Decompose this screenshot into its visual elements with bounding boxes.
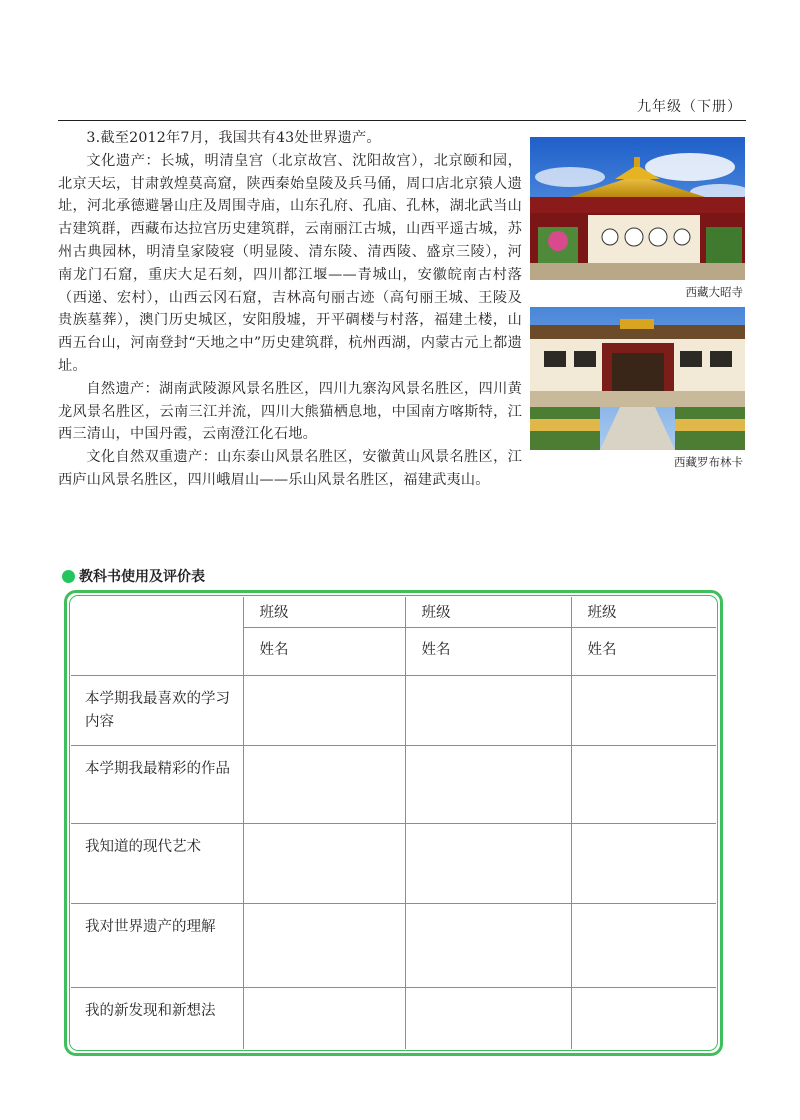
evaluation-input-cell[interactable]: [571, 823, 716, 903]
evaluation-input-cell[interactable]: [405, 823, 571, 903]
jokhang-temple-photo: [530, 137, 745, 280]
body-text: [58, 127, 522, 492]
evaluation-input-cell[interactable]: [405, 987, 571, 1049]
evaluation-table-heading: [62, 566, 205, 586]
name-label-cell: 姓名: [571, 627, 716, 675]
name-label-cell: 姓名: [243, 627, 405, 675]
evaluation-input-cell[interactable]: [243, 745, 405, 823]
corner-cell: [71, 597, 243, 675]
evaluation-table: [64, 590, 723, 1056]
row-label: 本学期我最喜欢的学习内容: [71, 675, 243, 745]
jokhang-temple-illustration: [530, 137, 745, 280]
norbulingka-photo: [530, 307, 745, 450]
bullet-icon: [62, 570, 75, 583]
evaluation-input-cell[interactable]: [571, 745, 716, 823]
evaluation-input-cell[interactable]: [571, 987, 716, 1049]
evaluation-input-cell[interactable]: [243, 987, 405, 1049]
class-label-cell: 班级: [571, 597, 716, 627]
row-label: 本学期我最精彩的作品: [71, 745, 243, 823]
section-title: 教科书使用及评价表: [79, 569, 205, 585]
evaluation-input-cell[interactable]: [243, 823, 405, 903]
cultural-heritage-paragraph: 文化遗产：长城，明清皇宫（北京故宫、沈阳故宫），北京颐和园，北京天坛，甘肃敦煌莫高窟，陕西秦始皇陵及兵马俑，周口店北京猿人遗址，河北承德避暑山庄及周围寺庙，山东孔府、孔庙、孔林，湖北武当山古建筑群，西藏布达拉宫历史建筑群，云南丽江古城，山西平遥古城，苏州古典园林，明清皇家陵寝（明显陵、清东陵、清西陵、盛京三陵），河南龙门石窟，重庆大足石刻，四川都江堰——青城山，安徽皖南古村落（西递、宏村），山西云冈石窟，吉林高句丽古迹（高句丽王城、王陵及贵族墓葬），澳门历史城区，安阳殷墟，开平碉楼与村落，福建土楼，山西五台山，河南登封“天地之中”历史建筑群，杭州西湖，内蒙古元上都遗址。: [58, 152, 522, 374]
evaluation-input-cell[interactable]: [405, 675, 571, 745]
row-label: 我知道的现代艺术: [71, 823, 243, 903]
evaluation-input-cell[interactable]: [571, 675, 716, 745]
evaluation-input-cell[interactable]: [405, 745, 571, 823]
row-label: 我的新发现和新想法: [71, 987, 243, 1049]
evaluation-input-cell[interactable]: [571, 903, 716, 987]
name-label-cell: 姓名: [405, 627, 571, 675]
header-text: 九年级（下册）: [637, 99, 742, 115]
jokhang-caption: 西藏大昭寺: [685, 285, 743, 299]
class-label-cell: 班级: [243, 597, 405, 627]
evaluation-input-cell[interactable]: [243, 903, 405, 987]
row-label: 我对世界遗产的理解: [71, 903, 243, 987]
mixed-heritage-paragraph: 文化自然双重遗产：山东泰山风景名胜区，安徽黄山风景名胜区，江西庐山风景名胜区，四川峨眉山——乐山风景名胜区，福建武夷山。: [58, 449, 522, 488]
norbulingka-caption: 西藏罗布林卡: [674, 455, 743, 469]
evaluation-input-cell[interactable]: [405, 903, 571, 987]
intro-paragraph: 3.截至2012年7月，我国共有43处世界遗产。: [86, 130, 381, 146]
natural-heritage-paragraph: 自然遗产：湖南武陵源风景名胜区，四川九寨沟风景名胜区，四川黄龙风景名胜区，云南三江并流，四川大熊猫栖息地，中国南方喀斯特，江西三清山，中国丹霞，云南澄江化石地。: [58, 380, 522, 443]
norbulingka-illustration: [530, 307, 745, 450]
evaluation-input-cell[interactable]: [243, 675, 405, 745]
class-label-cell: 班级: [405, 597, 571, 627]
page-header: [58, 88, 746, 121]
